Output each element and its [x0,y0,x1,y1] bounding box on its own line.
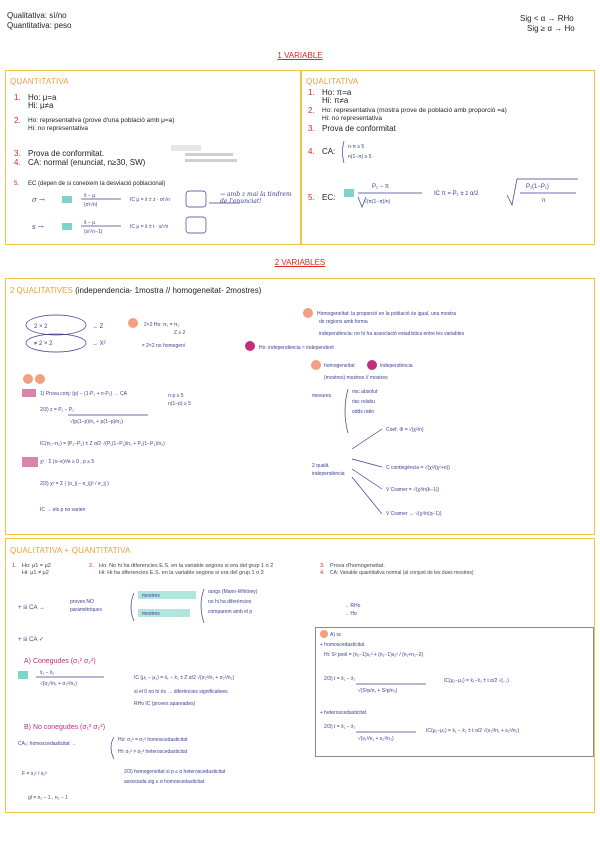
svg-text:Ho: independència ≈ independen: Ho: independència ≈ independent [259,345,334,351]
svg-text:IC(μ₁−μ₂) = x̄₁ − x̄₂ ± t α/2: IC(μ₁−μ₂) = x̄₁ − x̄₂ ± t α/2 √(s₁²/n₁ + s₂²/n₂) [426,728,520,734]
svg-text:σ →: σ → [32,196,45,204]
svg-text:de regions amb forma: de regions amb forma [319,319,368,325]
svg-text:+ heteroscedasticitat: + heteroscedasticitat [320,710,366,716]
svg-text:√(S²p/n₁ + S²p/n₂): √(S²p/n₁ + S²p/n₂) [358,688,398,694]
quantitativa-note: → amb z mai la tindrem de l'enunciat! [220,191,292,205]
item-num: 4. [14,158,21,167]
svg-text:χ² : Σ (o−e)²/e ≥ 0 , p ≥ 5: χ² : Σ (o−e)²/e ≥ 0 , p ≥ 5 [40,459,95,465]
svg-text:independència: no hi ha associ: independència: no hi ha associació estadística entre les variables [319,331,465,337]
svg-text:Coef. Φ = √(χ²/n): Coef. Φ = √(χ²/n) [386,427,424,433]
qualitativa-test: Prova de conformitat [322,124,396,133]
svg-text:Ho: σ₁² = σ₂² homoscedasticit: Ho: σ₁² = σ₂² homoscedasticitat [118,737,188,743]
svg-text:si el 0 no hi és → diferències: si el 0 no hi és → diferències significatives [134,689,228,695]
qualitativa-h0: Ho: π=a [322,88,352,97]
svg-text:associada sig ≥ α homosc: associada sig ≥ α homoscedasticitat [124,779,205,785]
svg-text:n: n [542,198,546,204]
svg-text:risc absolut: risc absolut [352,389,378,395]
svg-text:+ si CA ✓: + si CA ✓ [18,637,44,643]
qualitativa-h0-representative: Ho: representativa (mostra prove de població amb proporció =a) [322,107,507,114]
svg-text:IC μ = x̄ ± z · σ/√n: IC μ = x̄ ± z · σ/√n [130,197,170,203]
svg-text:n(1−π) ≥ 5: n(1−π) ≥ 5 [348,154,372,160]
item-num: 3. [308,124,315,133]
svg-text:A) Conegudes (σ₁² σ₂²): A) Conegudes (σ₁² σ₂²) [24,658,96,665]
svg-text:2×2 Ho: π₁ = π₂: 2×2 Ho: π₁ = π₂ [144,322,180,328]
quantitativa-ec: EC (depen de si coneixem la desviació poblacional) [28,181,166,187]
svg-text:n·p ≥ 5: n·p ≥ 5 [168,393,184,399]
qualquant-formula-box [315,627,594,757]
svg-text:comparem amb el p: comparem amb el p [208,609,253,615]
svg-text:IC μ = x̄ ± t · s/√n: IC μ = x̄ ± t · s/√n [130,224,169,230]
two-qualitatives-subtitle: (independencia- 1mostra // homogeneitat- 2mostres) [75,286,262,295]
two-qualitatives-notes-right [308,359,593,529]
svg-text:+ si CA →: + si CA → [18,605,45,611]
svg-text:≠ 2 × 2: ≠ 2 × 2 [34,341,53,347]
svg-text:independència: independència [380,363,413,369]
svg-text:V Cramer = √(χ²/n(k−1)): V Cramer = √(χ²/n(k−1)) [386,487,440,493]
two-qualitatives-notes-top [16,303,596,358]
svg-text:IC → els p no varien: IC → els p no varien [40,507,86,513]
svg-text:→ X²: → X² [92,341,106,347]
quantitativa-h1: Hi: μ≠a [28,101,54,110]
svg-text:Homogeneïtat: la proporció en: Homogeneïtat: la proporció en la població és igual, una mostra [317,311,456,317]
qualitativa-quantitativa-panel [5,538,595,813]
qualquant-ca: CA: Variable quantitativa normal (al conjunt de les dues mostres) [330,570,474,576]
qualquant-h1: Hi: μ1 ≠ μ2 [22,570,49,576]
qualitativa-h1: Hi: π≠a [322,96,349,105]
svg-text:(s/√n−1): (s/√n−1) [84,229,103,235]
svg-text:2 × 2: 2 × 2 [34,324,48,330]
qualquant-h0-text: Ho: No hi ha diferencies E.S. en la variable segons si era del grup 1 o 2 [99,563,274,569]
section-title-two-variables: 2 VARIABLES [274,258,326,267]
svg-text:IC(π₁−π₂) = (P₁−P₂) ± Z α/2 √(: IC(π₁−π₂) = (P₁−P₂) ± Z α/2 √(P₁(1−P₁)/n₁ + P₂(1−P₂)/n₂) [40,441,165,447]
svg-text:mostres: mostres [142,611,160,617]
qualquant-title: QUALITATIVA + QUANTITATIVA [10,546,131,555]
svg-text:√(s₁²/n₁ + s₂²/n₂): √(s₁²/n₁ + s₂²/n₂) [358,736,394,742]
svg-text:x̄₁ − x̄₂: x̄₁ − x̄₂ [40,670,55,676]
two-qualitatives-notes-left [18,371,308,531]
svg-text:V Cramer ↔ √(χ²/n(q−1)): V Cramer ↔ √(χ²/n(q−1)) [386,511,442,517]
quantitativa-h0: Ho: μ=a [28,93,57,102]
svg-text:P₁(1−P₁): P₁(1−P₁) [526,184,549,190]
svg-text:n·π ≥ 5: n·π ≥ 5 [348,144,365,150]
svg-text:x̄ − μ: x̄ − μ [84,220,96,226]
svg-text:n(1−p) ≥ 5: n(1−p) ≥ 5 [168,401,191,407]
svg-text:2/3) χ² = Σ ( (o_ij − e_ij)² /: 2/3) χ² = Σ ( (o_ij − e_ij)² / e_ij ) [40,481,109,487]
item-num: 2. [14,116,21,125]
svg-text:2/3) homogeneïtat si p ≤ α he: 2/3) homogeneïtat si p ≤ α heteroscedasticitat [124,769,226,775]
svg-text:IC (μ₁ − μ₂) = x̄₁ − x̄₂ ± Z α: IC (μ₁ − μ₂) = x̄₁ − x̄₂ ± Z α/2 √(σ₁²/n₁ + σ₂²/n₂) [134,675,235,681]
svg-text:mostres: mostres [142,593,160,599]
svg-text:(σ/√n): (σ/√n) [84,202,98,208]
svg-text:+ homoscedasticitat: + homoscedasticitat [320,642,365,648]
svg-text:homogeneïtat: homogeneïtat [324,363,355,369]
qualitativa-ca-conditions [340,139,400,165]
svg-text:≠ 2×2 no homogeni: ≠ 2×2 no homogeni [142,343,185,349]
quantitativa-h0-representative: Ho: representativa (prove d'una població amb μ=a) [28,117,175,124]
svg-text:→ RHo: → RHo [344,603,361,609]
quantitativa-panel [5,70,301,245]
header-qualitativa: Qualitativa: sí/no [7,11,67,20]
item-num: 2. [308,106,315,115]
item-num: 3. [14,149,21,158]
svg-text:paramètriques: paramètriques [70,607,102,613]
item-num: 1. [14,93,21,102]
quantitativa-ca: CA: normal (enunciat, n≥30, SW) [28,158,146,167]
svg-text:rangs (Mann-Whitney): rangs (Mann-Whitney) [208,589,258,595]
item-num: 3. [320,563,325,569]
qualquant-h0: Ho: μ1 = μ2 [22,563,51,569]
qualquant-h1-text: Hi: Hi ha diferencies E.S. en la variable segons si era del grup 1 o 2 [99,570,264,576]
svg-text:independència: independència [312,471,345,477]
svg-text:2/3) t = x̄₁ − x̄₂: 2/3) t = x̄₁ − x̄₂ [324,676,356,682]
svg-text:no hi ha diferències: no hi ha diferències [208,599,252,605]
svg-text:s →: s → [32,223,44,231]
svg-text:RHo IC (proves apareades): RHo IC (proves apareades) [134,701,196,707]
qualitativa-h1-representative: Hi: no representativa [322,115,382,122]
item-num: 5. [14,181,20,187]
item-num: 2. [89,563,94,569]
svg-text:√(σ₁²/n₁ + σ₂²/n₂): √(σ₁²/n₁ + σ₂²/n₂) [40,681,77,687]
two-qualitatives-panel [5,278,595,535]
svg-text:gl = n₁ − 1 , n₂ − 1: gl = n₁ − 1 , n₂ − 1 [28,795,68,801]
qualitativa-ca-label: CA: [322,147,336,156]
quantitativa-h1-representative: Hi: no representativa [28,125,88,132]
qualitativa-ec-label: EC: [322,193,336,202]
svg-text:IC(μ₁−μ₂) = x̄₁−x̄₂ ± t α/2 √(: IC(μ₁−μ₂) = x̄₁−x̄₂ ± t α/2 √(...) [444,678,509,684]
item-num: 4. [320,570,325,576]
header-quantitativa: Quantitativa: peso [7,21,72,30]
item-num: 1. [308,88,315,97]
svg-text:1) Prova conj: (p) − (1·P₁ + n: 1) Prova conj: (p) − (1·P₁ + n·P₂) → CA [40,391,127,397]
svg-text:CA₂: homoscedasticitat →: CA₂: homoscedasticitat → [18,741,77,747]
quantitativa-title: QUANTITATIVA [10,77,69,86]
svg-text:2 qualit.: 2 qualit. [312,463,330,469]
svg-text:P₁ − π: P₁ − π [372,184,390,190]
svg-text:x̄ − μ: x̄ − μ [84,193,96,199]
svg-text:Z ≥ 2: Z ≥ 2 [174,330,186,336]
section-title-one-variable: 1 VARIABLE [277,51,323,60]
svg-text:(mostres) mostres // mostres: (mostres) mostres // mostres [324,375,388,381]
qualquant-test: Prova d'homogeneitat. [330,563,385,569]
svg-text:√(p(1−p)/n₁ + p(1−p)/n₂): √(p(1−p)/n₁ + p(1−p)/n₂) [70,419,123,425]
qualitativa-title: QUALITATIVA [306,77,359,86]
quantitativa-test: Prova de conformitat. [28,149,105,158]
svg-text:B) No conegudes (σ₁² σ₂²): B) No conegudes (σ₁² σ₂²) [24,724,106,731]
svg-text:Hi: σ₁² ≠ σ₂² heteroscedastic: Hi: σ₁² ≠ σ₂² heteroscedasticitat [118,749,188,755]
svg-text:C contingència = √(χ²/(χ²+n)): C contingència = √(χ²/(χ²+n)) [386,465,450,471]
qualquant-notes-right [316,628,593,756]
svg-text:√(π(1−π)/n): √(π(1−π)/n) [364,199,391,205]
svg-text:Hi: S² pool = (n₁−1)s₁² + (n₂−: Hi: S² pool = (n₁−1)s₁² + (n₂−1)s₂² / (n₁+n₂−2) [324,652,424,658]
svg-text:2/3) t = x̄₁ − x̄₂: 2/3) t = x̄₁ − x̄₂ [324,724,356,730]
svg-text:2/3) z = P₁ − P₂: 2/3) z = P₁ − P₂ [40,407,75,413]
svg-text:risc relatiu: risc relatiu [352,399,375,405]
item-num: 1. [12,563,17,569]
two-qualitatives-title: 2 QUALITATIVES [10,286,73,295]
header-sig-reject: Sig < α → RHo [520,14,574,23]
handwritten-note-shapiro [171,145,245,167]
svg-text:proves NO: proves NO [70,599,94,605]
svg-text:mesures: mesures [312,393,332,399]
svg-text:F = s₁² / s₂²: F = s₁² / s₂² [22,771,47,777]
svg-text:odds ratio: odds ratio [352,409,374,415]
header-sig-accept: Sig ≥ α → Ho [527,24,575,33]
svg-text:→ Ho: → Ho [344,611,357,617]
qualitativa-panel: QUALITATIVA 1. Ho: π=a Hi: π≠a 2. Ho: representativa (mostra prove de població amb proporció =a) Hi: no representativa 3. Prova de conformitat 4. CA: n·π ≥ 5 n(1−π) ≥ 5 5. EC: P₁ − π √(π(1−π)/n) IC π = P₁ ± z α/2 P₁(1−P₁) n [301,70,595,245]
svg-text:A) sc: A) sc [330,632,342,638]
svg-text:IC π = P₁ ± z α/2: IC π = P₁ ± z α/2 [434,191,479,197]
svg-text:→ Z: → Z [92,324,104,330]
qualitativa-ec-formula [342,175,582,219]
